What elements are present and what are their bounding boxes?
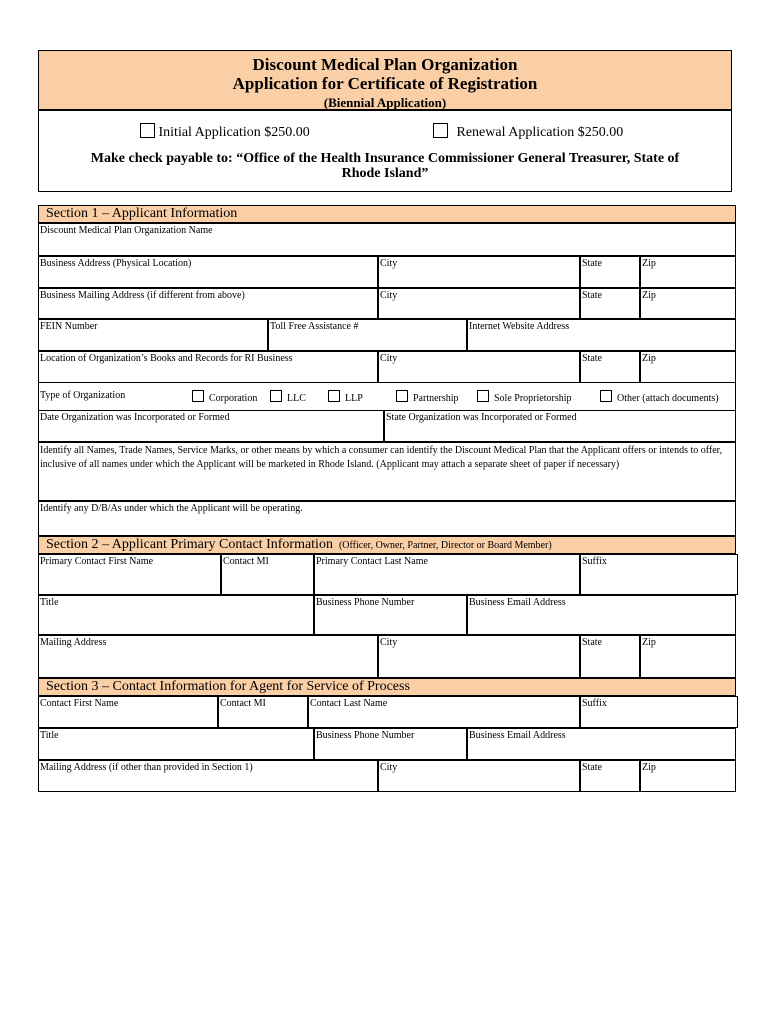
agent-title-field[interactable] xyxy=(38,728,314,760)
primary-state-field[interactable] xyxy=(580,635,640,678)
corporation-checkbox[interactable] xyxy=(192,390,204,402)
city-label: City xyxy=(380,637,398,648)
primary-city-field[interactable] xyxy=(378,635,580,678)
llc-label: LLC xyxy=(287,393,306,404)
fein-label: FEIN Number xyxy=(40,321,98,332)
type-llc-option[interactable] xyxy=(270,390,306,404)
type-sole-proprietorship-option[interactable] xyxy=(477,390,572,404)
form-title: Discount Medical Plan Organization xyxy=(252,55,518,74)
state-label: State xyxy=(582,637,602,648)
toll-free-field[interactable] xyxy=(268,319,467,351)
section-3-title: Section 3 – Contact Information for Agent for Service of Process xyxy=(46,679,410,694)
mailing-city-field[interactable] xyxy=(378,288,580,319)
phone-label: Business Phone Number xyxy=(316,597,415,608)
first-name-label: Contact First Name xyxy=(40,698,119,709)
agent-first-name-field[interactable] xyxy=(38,696,218,728)
mailing-label: Mailing Address xyxy=(40,637,107,648)
agent-mi-field[interactable] xyxy=(218,696,308,728)
zip-label: Zip xyxy=(642,258,656,269)
identify-names-label: Identify all Names, Trade Names, Service Marks, or other means by which a consumer can identify the Discount Medical Plan that the Applicant offers or intends to offer, inclusive of all names under which the Applicant will be marketed in Rhode Island. (Applicant may attach a separate sheet of paper if necessary) xyxy=(40,445,723,470)
state-label: State xyxy=(582,258,602,269)
city-label: City xyxy=(380,353,398,364)
last-name-label: Contact Last Name xyxy=(310,698,388,709)
mailing-zip-field[interactable] xyxy=(640,288,736,319)
zip-label: Zip xyxy=(642,353,656,364)
agent-mailing-field[interactable] xyxy=(38,760,378,792)
type-corporation-option[interactable] xyxy=(192,390,257,404)
primary-mi-field[interactable] xyxy=(221,554,314,595)
zip-label: Zip xyxy=(642,290,656,301)
identify-names-field[interactable] xyxy=(38,442,736,501)
llp-checkbox[interactable] xyxy=(328,390,340,402)
org-name-label: Discount Medical Plan Organization Name xyxy=(40,225,213,236)
zip-label: Zip xyxy=(642,762,656,773)
initial-application-label: Initial Application $250.00 xyxy=(158,125,310,140)
toll-free-label: Toll Free Assistance # xyxy=(270,321,359,332)
date-incorporated-field[interactable] xyxy=(38,410,384,442)
primary-email-field[interactable] xyxy=(467,595,736,635)
section-1-title: Section 1 – Applicant Information xyxy=(46,206,238,221)
type-llp-option[interactable] xyxy=(328,390,363,404)
partnership-checkbox[interactable] xyxy=(396,390,408,402)
payable-instructions xyxy=(39,151,731,181)
section-1-header xyxy=(38,205,736,223)
sole-proprietorship-label: Sole Proprietorship xyxy=(494,393,572,404)
agent-phone-field[interactable] xyxy=(314,728,467,760)
dbas-field[interactable] xyxy=(38,501,736,536)
books-zip-field[interactable] xyxy=(640,351,736,383)
org-name-field[interactable] xyxy=(38,223,736,256)
primary-zip-field[interactable] xyxy=(640,635,736,678)
city-label: City xyxy=(380,258,398,269)
business-address-field[interactable] xyxy=(38,256,378,288)
partnership-label: Partnership xyxy=(413,393,459,404)
renewal-application-label: Renewal Application $250.00 xyxy=(456,125,624,140)
business-state-field[interactable] xyxy=(580,256,640,288)
primary-first-name-field[interactable] xyxy=(38,554,221,595)
phone-label: Business Phone Number xyxy=(316,730,415,741)
type-partnership-option[interactable] xyxy=(396,390,459,404)
section-2-title: Section 2 – Applicant Primary Contact Information xyxy=(46,537,333,552)
fein-field[interactable] xyxy=(38,319,268,351)
llp-label: LLP xyxy=(345,393,363,404)
website-label: Internet Website Address xyxy=(469,321,570,332)
corporation-label: Corporation xyxy=(209,393,258,404)
state-label: State xyxy=(582,290,602,301)
title-label: Title xyxy=(40,597,59,608)
agent-email-field[interactable] xyxy=(467,728,736,760)
title-label: Title xyxy=(40,730,59,741)
payable-line-1: Make check payable to: “Office of the Health Insurance Commissioner General Treasurer, State of xyxy=(90,151,680,166)
zip-label: Zip xyxy=(642,637,656,648)
agent-city-field[interactable] xyxy=(378,760,580,792)
mailing-address-field[interactable] xyxy=(38,288,378,319)
first-name-label: Primary Contact First Name xyxy=(40,556,154,567)
llc-checkbox[interactable] xyxy=(270,390,282,402)
payable-line-2: Rhode Island” xyxy=(341,166,429,181)
date-incorporated-label: Date Organization was Incorporated or Formed xyxy=(40,412,230,423)
org-type-label: Type of Organization xyxy=(40,390,126,401)
last-name-label: Primary Contact Last Name xyxy=(316,556,428,567)
application-type-box xyxy=(38,110,732,192)
primary-last-name-field[interactable] xyxy=(314,554,580,595)
agent-suffix-field[interactable] xyxy=(580,696,738,728)
primary-title-field[interactable] xyxy=(38,595,314,635)
state-label: State xyxy=(582,762,602,773)
books-location-field[interactable] xyxy=(38,351,378,383)
section-2-header xyxy=(38,536,736,554)
mailing-address-label: Business Mailing Address (if different from above) xyxy=(40,290,245,301)
state-incorporated-field[interactable] xyxy=(384,410,736,442)
state-incorporated-label: State Organization was Incorporated or Formed xyxy=(386,412,577,423)
business-zip-field[interactable] xyxy=(640,256,736,288)
form-application-type: (Biennial Application) xyxy=(323,95,447,110)
primary-mailing-field[interactable] xyxy=(38,635,378,678)
section-3-header xyxy=(38,678,736,696)
agent-zip-field[interactable] xyxy=(640,760,736,792)
form-title-box xyxy=(38,50,732,110)
city-label: City xyxy=(380,762,398,773)
form-subtitle: Application for Certificate of Registration xyxy=(232,74,538,93)
primary-phone-field[interactable] xyxy=(314,595,467,635)
agent-last-name-field[interactable] xyxy=(308,696,580,728)
books-city-field[interactable] xyxy=(378,351,580,383)
email-label: Business Email Address xyxy=(469,597,566,608)
agent-state-field[interactable] xyxy=(580,760,640,792)
books-state-field[interactable] xyxy=(580,351,640,383)
primary-suffix-field[interactable] xyxy=(580,554,738,595)
mi-label: Contact MI xyxy=(223,556,269,567)
initial-application-option[interactable] xyxy=(140,123,310,141)
website-field[interactable] xyxy=(467,319,736,351)
initial-application-checkbox[interactable] xyxy=(140,123,155,138)
books-location-label: Location of Organization’s Books and Records for RI Business xyxy=(40,353,293,364)
section-2-note: (Officer, Owner, Partner, Director or Board Member) xyxy=(338,540,552,551)
renewal-application-checkbox[interactable] xyxy=(433,123,448,138)
mi-label: Contact MI xyxy=(220,698,266,709)
other-checkbox[interactable] xyxy=(600,390,612,402)
sole-proprietorship-checkbox[interactable] xyxy=(477,390,489,402)
dbas-label: Identify any D/B/As under which the Applicant will be operating. xyxy=(40,503,303,514)
city-label: City xyxy=(380,290,398,301)
business-address-label: Business Address (Physical Location) xyxy=(40,258,192,269)
suffix-label: Suffix xyxy=(582,556,607,567)
business-city-field[interactable] xyxy=(378,256,580,288)
mailing-state-field[interactable] xyxy=(580,288,640,319)
suffix-label: Suffix xyxy=(582,698,607,709)
renewal-application-option[interactable] xyxy=(433,123,623,141)
type-other-option[interactable] xyxy=(600,390,719,404)
email-label: Business Email Address xyxy=(469,730,566,741)
other-label: Other (attach documents) xyxy=(617,393,719,404)
mailing-label: Mailing Address (if other than provided in Section 1) xyxy=(40,762,253,773)
state-label: State xyxy=(582,353,602,364)
